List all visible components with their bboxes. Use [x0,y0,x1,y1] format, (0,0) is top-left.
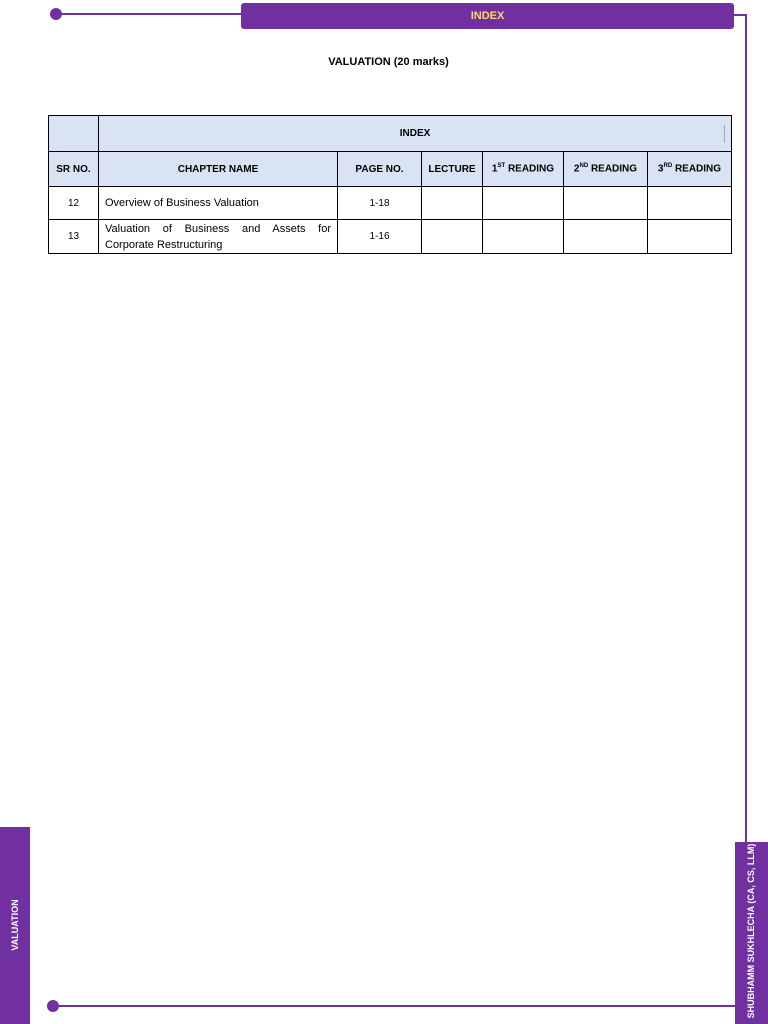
table-column-header-row [49,152,732,187]
cell-chapter-name: Valuation of Business and Assets for Corporate Restructuring [99,220,338,254]
table-row [49,187,732,220]
cell-lecture [422,220,483,254]
left-subject-tab [0,827,30,1024]
cell-reading-1 [483,187,564,220]
cell-chapter-name: Overview of Business Valuation [99,187,338,220]
column-header-page-no: PAGE NO. [338,152,422,187]
right-author-tab [735,842,768,1024]
column-header-chapter-name: CHAPTER NAME [99,152,338,187]
table-corner-cell [49,116,99,152]
column-header-sr-no: SR NO. [49,152,99,187]
header-bar [241,3,734,29]
top-rule [56,13,242,15]
column-header-lecture: LECTURE [422,152,483,187]
table-row [49,220,732,254]
cell-page-no: 1-18 [338,187,422,220]
cell-reading-2 [564,187,648,220]
table-header-tick-mark [724,125,725,143]
bottom-rule [53,1005,736,1007]
cell-lecture [422,187,483,220]
cell-page-no: 1-16 [338,220,422,254]
right-tab-label: SHUBHAMM SUKHLECHA (CA, CS, LLM) [746,843,756,1019]
column-header-reading-1: 1ST READING [483,152,564,187]
table-group-header-label: INDEX [399,128,431,139]
document-title: VALUATION (20 marks) [328,56,449,68]
header-title: INDEX [470,10,505,22]
cell-reading-3 [648,220,732,254]
left-tab-label: VALUATION [10,899,20,951]
table-group-header-row [49,116,732,152]
right-vertical-rule [745,14,747,844]
cell-reading-1 [483,220,564,254]
column-header-reading-3: 3RD READING [648,152,732,187]
cell-reading-2 [564,220,648,254]
cell-reading-3 [648,187,732,220]
table-group-header [99,116,732,152]
cell-sr-no: 12 [49,187,99,220]
column-header-reading-2: 2ND READING [564,152,648,187]
cell-sr-no: 13 [49,220,99,254]
index-table [48,115,732,254]
